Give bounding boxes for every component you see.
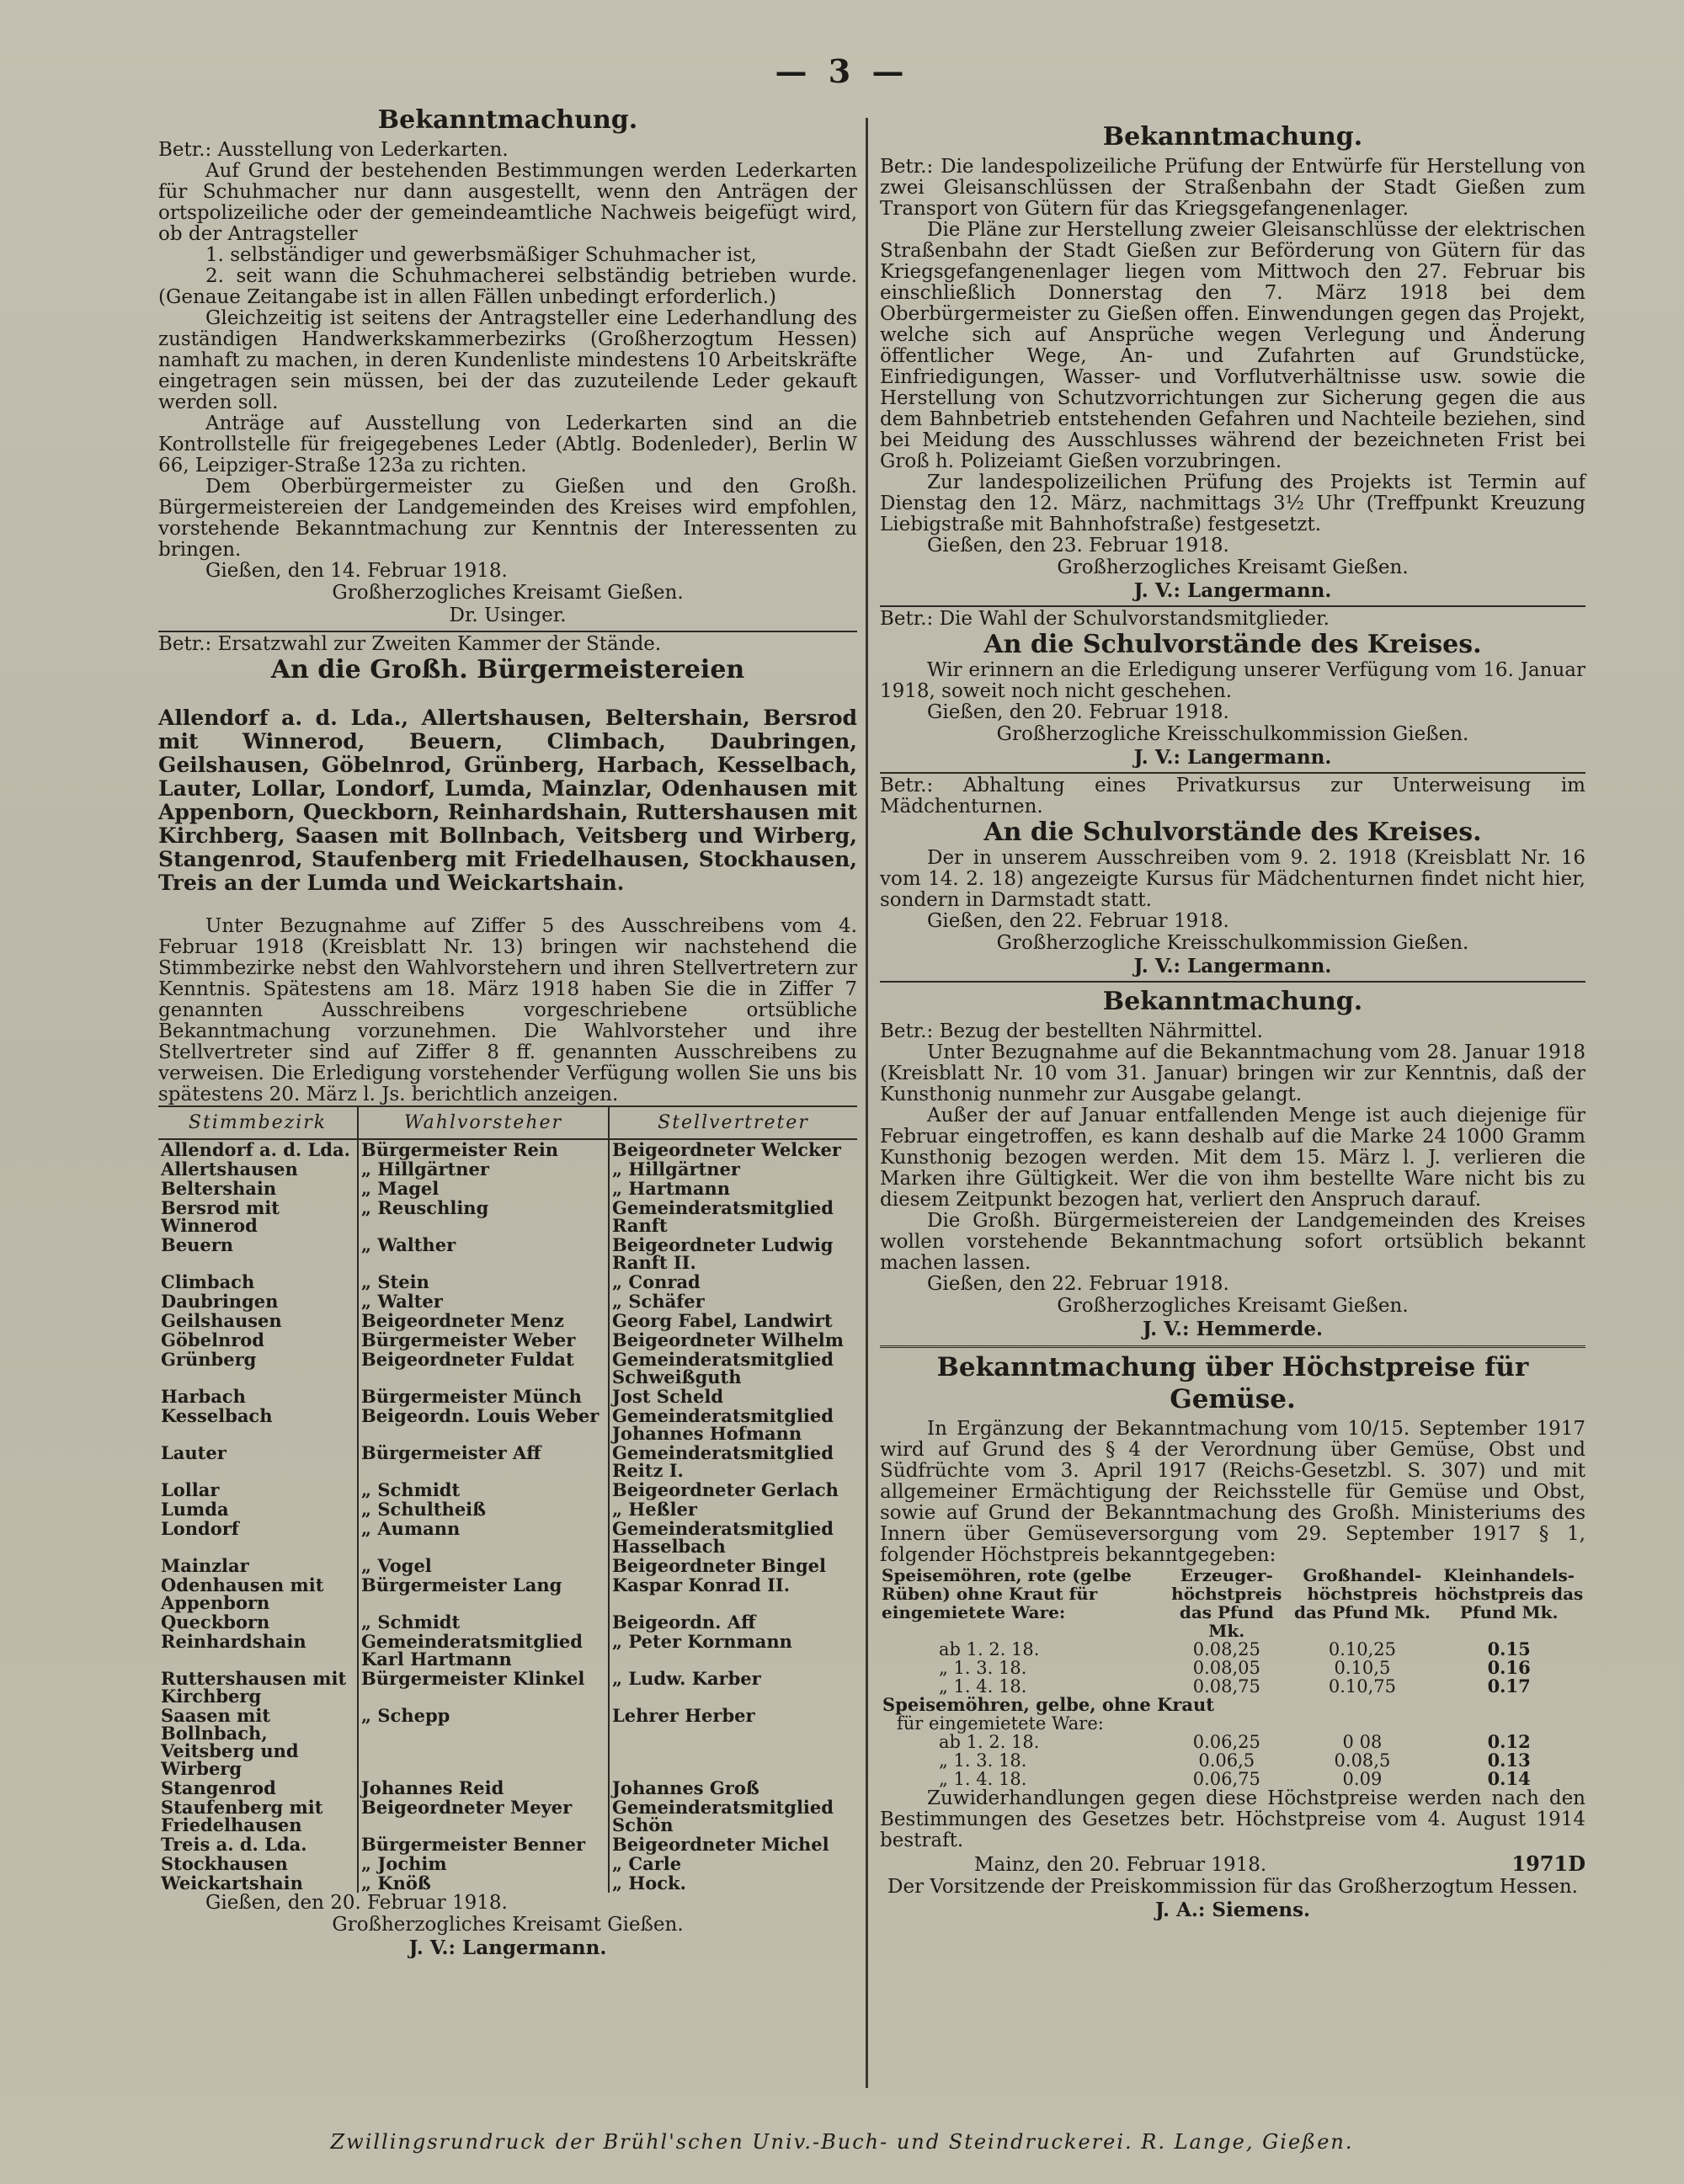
table-header: Wahlvorsteher — [358, 1106, 609, 1139]
table-header: Stimmbezirk — [158, 1106, 358, 1139]
price-retail-cell: 0.17 — [1487, 1675, 1531, 1697]
notice-subject: Betr.: Ersatzwahl zur Zweiten Kammer der Stände. — [158, 633, 662, 655]
price-rows-red — [880, 1640, 1585, 1696]
stellvertreter-cell: Johannes Groß — [609, 1778, 857, 1798]
notice-paragraph: Der in unserem Ausschreiben vom 9. 2. 1918 (Kreisblatt Nr. 16 vom 14. 2. 18) angezeigte Kursus für Mädchenturnen findet nicht hier, sondern in Darmstadt statt. — [880, 847, 1585, 911]
wahlvorsteher-cell: Beigeordneter Fuldat — [358, 1350, 609, 1387]
wahlvorsteher-cell: „ Reuschling — [358, 1198, 609, 1235]
stellvertreter-cell: Gemeinderatsmitglied Johannes Hofmann — [609, 1406, 857, 1443]
wahlvorsteher-cell: „ Walter — [358, 1292, 609, 1311]
stellvertreter-cell: Jost Scheld — [609, 1387, 857, 1406]
price-retail-cell: 0.12 — [1487, 1731, 1531, 1752]
price-producer-cell: 0.08,05 — [1192, 1658, 1260, 1678]
price-date-cell: „ 1. 4. 18. — [939, 1676, 1027, 1697]
price-subheading — [880, 1696, 1585, 1733]
wahlvorsteher-cell: „ Aumann — [358, 1519, 609, 1556]
notice-signer: J. V.: Hemmerde. — [1143, 1318, 1323, 1340]
notice-paragraph: Unter Bezugnahme auf Ziffer 5 des Ausschreibens vom 4. Februar 1918 (Kreisblatt Nr. 13) bringen wir nachstehend die Stimmbezirke nebst den Wahlvorstehern und ihren Stellvertretern zur Kenntnis. Spätestens am 18. März 1918 haben Sie die in Ziffer 7 genannten Ausschreibens vorgeschriebene ortsübliche Bekanntmachung vorzunehmen. Die Wahlvorsteher und ihre Stellvertreter sind auf Ziffer 8 ff. genannten Ausschreibens zu verweisen. Die Erledigung vorstehender Verfügung wollen Sie uns bis spätestens 20. März l. Js. berichtlich anzeigen. — [158, 915, 857, 1105]
wahlvorsteher-cell: Bürgermeister Weber — [358, 1330, 609, 1350]
stellvertreter-cell: „ Conrad — [609, 1272, 857, 1292]
price-date-cell: „ 1. 3. 18. — [939, 1658, 1027, 1678]
page-number: — 3 — — [775, 52, 909, 90]
stimmbezirk-cell: Lauter — [161, 1442, 226, 1463]
table-row — [158, 1292, 857, 1311]
price-date-cell: „ 1. 4. 18. — [939, 1769, 1027, 1789]
stellvertreter-cell: Gemeinderatsmitglied Hasselbach — [609, 1519, 857, 1556]
stimmbezirk-cell: Staufenberg mit Friedelhausen — [161, 1797, 323, 1835]
notice-date: Mainz, den 20. Februar 1918. — [974, 1854, 1267, 1876]
notice-vegetable-prices — [880, 1351, 1585, 1921]
wahlvorsteher-cell: „ Stein — [358, 1272, 609, 1292]
stellvertreter-cell: Gemeinderatsmitglied Reitz I. — [609, 1443, 857, 1480]
price-retail-cell: 0.14 — [1487, 1768, 1531, 1789]
stellvertreter-cell: Beigeordneter Michel — [609, 1835, 857, 1854]
notice-signer: Dr. Usinger. — [449, 605, 567, 626]
wahlvorsteher-cell: „ Vogel — [358, 1556, 609, 1575]
price-col-wholesale: Großhandel-höchstpreis das Pfund Mk. — [1294, 1565, 1431, 1622]
right-column — [880, 118, 1585, 1921]
stellvertreter-cell: Gemeinderatsmitglied Schweißguth — [609, 1350, 857, 1387]
price-row — [880, 1677, 1585, 1696]
price-producer-cell: 0.06,5 — [1198, 1750, 1255, 1771]
notice-authority: Der Vorsitzende der Preiskommission für das Großherzogtum Hessen. — [887, 1876, 1578, 1898]
wahlvorsteher-cell: Bürgermeister Aff — [358, 1443, 609, 1480]
notice-subject: Betr.: Ausstellung von Lederkarten. — [158, 139, 509, 161]
stimmbezirk-cell: Geilshausen — [161, 1310, 282, 1331]
stimmbezirk-cell: Londorf — [161, 1518, 239, 1539]
stellvertreter-cell: „ Hillgärtner — [609, 1159, 857, 1179]
table-row — [158, 1311, 857, 1330]
price-wholesale-cell: 0.10,25 — [1328, 1639, 1396, 1659]
wahlvorsteher-cell: Beigeordn. Louis Weber — [358, 1406, 609, 1443]
stimmbezirk-cell: Reinhardshain — [161, 1631, 306, 1652]
stimmbezirk-cell: Odenhausen mit Appenborn — [161, 1574, 324, 1613]
stellvertreter-cell: „ Hock. — [609, 1873, 857, 1893]
table-row — [158, 1669, 857, 1706]
price-wholesale-cell: 0.08,5 — [1334, 1750, 1391, 1771]
section-rule — [880, 605, 1585, 607]
table-row — [158, 1632, 857, 1669]
stellvertreter-cell: Beigeordneter Ludwig Ranft II. — [609, 1235, 857, 1272]
table-row — [158, 1198, 857, 1235]
stellvertreter-cell: „ Hartmann — [609, 1179, 857, 1198]
notice-title: Bekanntmachung. — [377, 105, 638, 135]
wahlvorsteher-cell: „ Knöß — [358, 1873, 609, 1893]
notice-school-board — [880, 609, 1585, 769]
table-row — [158, 1873, 857, 1893]
stimmbezirk-cell: Beltershain — [161, 1178, 277, 1199]
table-row — [158, 1575, 857, 1612]
notice-paragraph: Die Großh. Bürgermeistereien der Landgemeinden des Kreises wollen vorstehende Bekanntmachung sofort ortsüblich bekannt machen lassen. — [880, 1210, 1585, 1274]
price-wholesale-cell: 0.09 — [1342, 1769, 1383, 1789]
table-row — [158, 1556, 857, 1575]
table-row — [158, 1480, 857, 1500]
notice-subject: Betr.: Abhaltung eines Privatkursus zur Unterweisung im Mädchenturnen. — [880, 775, 1585, 818]
notice-date: Gießen, den 23. Februar 1918. — [927, 535, 1229, 557]
stimmbezirk-cell: Ruttershausen mit Kirchberg — [161, 1668, 347, 1707]
notice-list-item: 1. selbständiger und gewerbsmäßiger Schuhmacher ist, — [205, 244, 757, 266]
notice-date: Gießen, den 14. Februar 1918. — [205, 560, 508, 582]
price-row — [880, 1640, 1585, 1659]
table-row — [158, 1835, 857, 1854]
section-rule — [880, 981, 1585, 983]
table-row — [158, 1406, 857, 1443]
notice-paragraph: In Ergänzung der Bekanntmachung vom 10/15. September 1917 wird auf Grund des § 4 der Verordnung über Gemüse, Obst und Südfrüchte vom 3. April 1917 (Reichs-Gesetzbl. S. 307) und mit allgemeiner Ermächtigung der Reichsstelle für Gemüse und Obst, sowie auf Grund der Bekanntmachung des Großh. Ministeriums des Innern über Gemüseversorgung vom 29. September 1917 § 1, folgender Höchstpreis bekanntgegeben: — [880, 1418, 1585, 1566]
wahlvorsteher-cell: Beigeordneter Meyer — [358, 1798, 609, 1835]
notice-girls-gymnastics — [880, 775, 1585, 977]
price-retail-cell: 0.13 — [1487, 1750, 1531, 1771]
wahlvorsteher-cell: „ Walther — [358, 1235, 609, 1272]
price-subhead: Speisemöhren, gelbe, ohne Kraut — [882, 1694, 1214, 1715]
price-producer-cell: 0.08,75 — [1192, 1676, 1260, 1697]
notice-paragraph: Wir erinnern an die Erledigung unserer Verfügung vom 16. Januar 1918, soweit noch nicht geschehen. — [880, 659, 1585, 702]
stimmbezirk-cell: Beuern — [161, 1234, 234, 1255]
stellvertreter-cell: „ Schäfer — [609, 1292, 857, 1311]
table-row — [158, 1350, 857, 1387]
wahlvorsteher-cell: Bürgermeister Rein — [358, 1139, 609, 1159]
notice-heading: An die Schulvorstände des Kreises. — [983, 630, 1482, 659]
table-row — [158, 1159, 857, 1179]
notice-paragraph: Zuwiderhandlungen gegen diese Höchstpreise werden nach den Bestimmungen des Gesetzes betr. Höchstpreise vom 4. August 1914 bestraft. — [880, 1787, 1585, 1851]
notice-date-row — [880, 1851, 1585, 1876]
table-row — [158, 1272, 857, 1292]
price-col-producer: Erzeuger-höchstpreis das Pfund Mk. — [1171, 1565, 1282, 1641]
stimmbezirk-cell: Harbach — [161, 1386, 246, 1407]
table-row — [158, 1798, 857, 1835]
wahlvorsteher-cell: „ Hillgärtner — [358, 1159, 609, 1179]
price-retail-cell: 0.15 — [1487, 1638, 1531, 1659]
stimmbezirk-cell: Allertshausen — [161, 1159, 298, 1180]
price-col-label: Speisemöhren, rote (gelbe Rüben) ohne Kraut für eingemietete Ware: — [882, 1565, 1132, 1622]
price-rows-yellow — [880, 1733, 1585, 1788]
price-retail-cell: 0.16 — [1487, 1657, 1531, 1678]
stimmbezirk-cell: Stangenrod — [161, 1777, 276, 1798]
table-row — [158, 1706, 857, 1778]
stimmbezirk-cell: Weickartshain — [161, 1872, 303, 1894]
notice-date: Gießen, den 22. Februar 1918. — [927, 910, 1229, 932]
stimmbezirk-cell: Grünberg — [161, 1349, 257, 1370]
stimmbezirk-cell: Treis a. d. Lda. — [161, 1834, 307, 1855]
wahlvorsteher-cell: „ Schmidt — [358, 1480, 609, 1500]
stellvertreter-cell: Beigeordneter Gerlach — [609, 1480, 857, 1500]
table-row — [158, 1330, 857, 1350]
notice-paragraph: Dem Oberbürgermeister zu Gießen und den Großh. Bürgermeistereien der Landgemeinden des Kreises wird empfohlen, vorstehende Bekanntmachung zur Kenntnis der Interessenten zu bringen. — [158, 476, 857, 561]
notice-authority: Großherzogliches Kreisamt Gießen. — [1057, 557, 1409, 578]
table-row — [158, 1387, 857, 1406]
notice-honey — [880, 986, 1585, 1340]
notice-authority: Großherzogliches Kreisamt Gießen. — [1057, 1295, 1409, 1317]
left-column — [158, 101, 857, 1959]
notice-paragraph: Gleichzeitig ist seitens der Antragsteller eine Lederhandlung des zuständigen Handwerkskammerbezirks (Großherzogtum Hessen) namhaft zu machen, in deren Kundenliste mindestens 10 Arbeitskräfte eingetragen sein müssen, bei der das zuzuteilende Leder gekauft werden soll. — [158, 307, 857, 413]
table-row — [158, 1854, 857, 1873]
stimmbezirk-cell: Allendorf a. d. Lda. — [161, 1139, 350, 1160]
stellvertreter-cell: „ Peter Kornmann — [609, 1632, 857, 1669]
stimmbezirk-cell: Göbelnrod — [161, 1329, 264, 1350]
price-subhead: für eingemietete Ware: — [897, 1713, 1104, 1734]
wahlvorsteher-cell: Johannes Reid — [358, 1778, 609, 1798]
price-date-cell: ab 1. 2. 18. — [939, 1732, 1040, 1752]
stimmbezirk-cell: Kesselbach — [161, 1405, 273, 1426]
notice-title: Bekanntmachung. — [1102, 987, 1363, 1016]
section-rule — [880, 1345, 1585, 1348]
election-table-body — [158, 1139, 857, 1893]
notice-title: Bekanntmachung. — [1102, 122, 1363, 152]
stimmbezirk-cell: Lumda — [161, 1499, 229, 1520]
wahlvorsteher-cell: Bürgermeister Lang — [358, 1575, 609, 1612]
stellvertreter-cell: Gemeinderatsmitglied Schön — [609, 1798, 857, 1835]
stellvertreter-cell: Beigeordneter Bingel — [609, 1556, 857, 1575]
price-row — [880, 1751, 1585, 1770]
table-row — [158, 1235, 857, 1272]
column-divider — [866, 118, 868, 2088]
price-producer-cell: 0.06,25 — [1192, 1732, 1260, 1752]
price-producer-cell: 0.08,25 — [1192, 1639, 1260, 1659]
wahlvorsteher-cell: Bürgermeister Benner — [358, 1835, 609, 1854]
notice-election — [158, 634, 857, 1959]
table-row — [158, 1179, 857, 1198]
notice-date: Gießen, den 20. Februar 1918. — [927, 701, 1229, 723]
notice-date: Gießen, den 20. Februar 1918. — [205, 1892, 508, 1914]
notice-leather-cards — [158, 104, 857, 627]
table-row — [158, 1500, 857, 1519]
stimmbezirk-cell: Saasen mit Bollnbach, Veitsberg und Wirberg — [161, 1705, 299, 1779]
price-date-cell: „ 1. 3. 18. — [939, 1750, 1027, 1771]
price-row — [880, 1733, 1585, 1751]
table-row — [158, 1778, 857, 1798]
stimmbezirk-cell: Mainzlar — [161, 1555, 249, 1576]
stellvertreter-cell: „ Heßler — [609, 1500, 857, 1519]
stimmbezirk-cell: Stockhausen — [161, 1853, 288, 1874]
notice-signer: J. V.: Langermann. — [1133, 955, 1332, 977]
notice-date: Gießen, den 22. Februar 1918. — [927, 1273, 1229, 1295]
notice-paragraph: Zur landespolizeilichen Prüfung des Projekts ist Termin auf Dienstag den 12. März, nachmittags 3½ Uhr (Treffpunkt Kreuzung Liebigstraße mit Bahnhofstraße) festgesetzt. — [880, 471, 1585, 535]
price-producer-cell: 0.06,75 — [1192, 1769, 1260, 1789]
notice-paragraph: Außer der auf Januar entfallenden Menge ist auch diejenige für Februar eingetroffen, es kann deshalb auf die Marke 24 1000 Gramm Kunsthonig bezogen werden. Mit dem 15. März l. J. verlieren die Marken ihre Gültigkeit. Wer die von ihm bestellte Ware nicht bis zu diesem Zeitpunkt bezogen hat, verliert den Anspruch darauf. — [880, 1105, 1585, 1211]
table-row — [158, 1519, 857, 1556]
stellvertreter-cell: Kaspar Konrad II. — [609, 1575, 857, 1612]
wahlvorsteher-cell: Beigeordneter Menz — [358, 1311, 609, 1330]
section-rule — [880, 772, 1585, 774]
notice-authority: Großherzogliche Kreisschulkommission Gießen. — [996, 932, 1469, 954]
price-row — [880, 1659, 1585, 1677]
table-row — [158, 1139, 857, 1159]
notice-code: 1971D — [1511, 1851, 1585, 1876]
price-wholesale-cell: 0.10,5 — [1334, 1658, 1391, 1678]
wahlvorsteher-cell: „ Magel — [358, 1179, 609, 1198]
notice-paragraph: Die Pläne zur Herstellung zweier Gleisanschlüsse der elektrischen Straßenbahn der Stadt Gießen zur Beförderung von Gütern für das Kriegsgefangenenlager liegen vom Mittwoch den 27. Februar bis einschließlich Donnerstag den 7. März 1918 bei dem Oberbürgermeister zu Gießen offen. Einwendungen gegen das Projekt, welche sich auf Ansprüche wegen Verlegung und Änderung öffentlicher Wege, An- und Zufahrten auf Grundstücke, Einfriedigungen, Wasser- und Vorflutverhältnisse usw. sowie die Herstellung von Schutzvorrichtungen zur Sicherung gegen die aus dem Bahnbetrieb entstehenden Gefahren und Nachteile beziehen, sind bei Meidung des Ausschlusses während der bezeichneten Frist bei Groß h. Polizeiamt Gießen vorzubringen. — [880, 219, 1585, 472]
notice-authority: Großherzogliches Kreisamt Gießen. — [332, 582, 684, 604]
notice-heading: An die Großh. Bürgermeistereien — [270, 655, 745, 684]
notice-signer: J. V.: Langermann. — [408, 1936, 607, 1959]
stellvertreter-cell: Georg Fabel, Landwirt — [609, 1311, 857, 1330]
notice-subject: Betr.: Die Wahl der Schulvorstandsmitglieder. — [880, 608, 1330, 630]
notice-list-item: 2. seit wann die Schuhmacherei selbständig betrieben wurde. (Genaue Zeitangabe ist in allen Fällen unbedingt erforderlich.) — [158, 265, 857, 308]
stimmbezirk-cell: Climbach — [161, 1271, 255, 1292]
table-row — [158, 1612, 857, 1632]
stellvertreter-cell: Beigeordn. Aff — [609, 1612, 857, 1632]
printer-imprint: Zwillingsrundruck der Brühl'schen Univ.-Buch- und Steindruckerei. R. Lange, Gießen. — [330, 2130, 1354, 2154]
stimmbezirk-cell: Daubringen — [161, 1291, 279, 1312]
stellvertreter-cell: Beigeordneter Wilhelm — [609, 1330, 857, 1350]
wahlvorsteher-cell: Bürgermeister Münch — [358, 1387, 609, 1406]
notice-paragraph: Unter Bezugnahme auf die Bekanntmachung vom 28. Januar 1918 (Kreisblatt Nr. 10 vom 31. Januar) bringen wir zur Kenntnis, daß der Kunsthonig nunmehr zur Ausgabe gelangt. — [880, 1041, 1585, 1105]
stellvertreter-cell: Beigeordneter Welcker — [609, 1139, 857, 1159]
notice-subject: Betr.: Bezug der bestellten Nährmittel. — [880, 1020, 1263, 1042]
stellvertreter-cell: „ Carle — [609, 1854, 857, 1873]
section-rule — [158, 631, 857, 632]
wahlvorsteher-cell: „ Jochim — [358, 1854, 609, 1873]
price-wholesale-cell: 0 08 — [1342, 1732, 1383, 1752]
notice-heading: An die Schulvorstände des Kreises. — [983, 818, 1482, 847]
notice-authority: Großherzogliches Kreisamt Gießen. — [332, 1914, 684, 1936]
notice-signer: J. A.: Siemens. — [1154, 1899, 1311, 1921]
notice-title: Bekanntmachung über Höchstpreise für Gemüse. — [936, 1352, 1529, 1414]
price-date-cell: ab 1. 2. 18. — [939, 1639, 1040, 1659]
notice-subject: Betr.: Die landespolizeiliche Prüfung der Entwürfe für Herstellung von zwei Gleisanschlüssen der Straßenbahn der Stadt Gießen zum Transport von Gütern für das Kriegsgefangenenlager. — [880, 156, 1585, 220]
wahlvorsteher-cell: Bürgermeister Klinkel — [358, 1669, 609, 1706]
wahlvorsteher-cell: Gemeinderatsmitglied Karl Hartmann — [358, 1632, 609, 1669]
stellvertreter-cell: „ Ludw. Karber — [609, 1669, 857, 1706]
price-table — [880, 1566, 1585, 1788]
price-row — [880, 1770, 1585, 1788]
table-row — [158, 1443, 857, 1480]
stimmbezirk-cell: Lollar — [161, 1479, 220, 1500]
election-table — [158, 1105, 857, 1893]
price-col-retail: Kleinhandels-höchstpreis das Pfund Mk. — [1434, 1565, 1584, 1622]
price-wholesale-cell: 0.10,75 — [1328, 1676, 1396, 1697]
stellvertreter-cell: Lehrer Herber — [609, 1706, 857, 1778]
notice-tram-tracks — [880, 121, 1585, 602]
stimmbezirk-cell: Queckborn — [161, 1611, 270, 1633]
notice-authority: Großherzogliche Kreisschulkommission Gießen. — [996, 723, 1469, 745]
notice-places: Allendorf a. d. Lda., Allertshausen, Beltershain, Bersrod mit Winnerod, Beuern, Climbach, Daubringen, Geilshausen, Göbelnrod, Grünberg, Harbach, Kesselbach, Lauter, Lollar, Londorf, Lumda, Mainzlar, Odenhausen mit Appenborn, Queckborn, Reinhardshain, Ruttershausen mit Kirchberg, Saasen mit Bollnbach, Veitsberg und Wirberg, Stangenrod, Staufenberg mit Friedelhausen, Stockhausen, Treis an der Lumda und Weickartshain. — [158, 706, 857, 895]
wahlvorsteher-cell: „ Schultheiß — [358, 1500, 609, 1519]
stimmbezirk-cell: Bersrod mit Winnerod — [161, 1197, 280, 1236]
stellvertreter-cell: Gemeinderatsmitglied Ranft — [609, 1198, 857, 1235]
wahlvorsteher-cell: „ Schepp — [358, 1706, 609, 1778]
notice-signer: J. V.: Langermann. — [1133, 579, 1332, 602]
notice-signer: J. V.: Langermann. — [1133, 746, 1332, 769]
notice-paragraph: Anträge auf Ausstellung von Lederkarten sind an die Kontrollstelle für freigegebenes Leder (Abtlg. Bodenleder), Berlin W 66, Leipziger-Straße 123a zu richten. — [158, 413, 857, 477]
table-header: Stellvertreter — [609, 1106, 857, 1139]
notice-paragraph: Auf Grund der bestehenden Bestimmungen werden Lederkarten für Schuhmacher nur dann ausgestellt, wenn den Anträgen der ortspolizeiliche oder der gemeindeamtliche Nachweis beigefügt wird, ob der Antragsteller — [158, 160, 857, 245]
wahlvorsteher-cell: „ Schmidt — [358, 1612, 609, 1632]
